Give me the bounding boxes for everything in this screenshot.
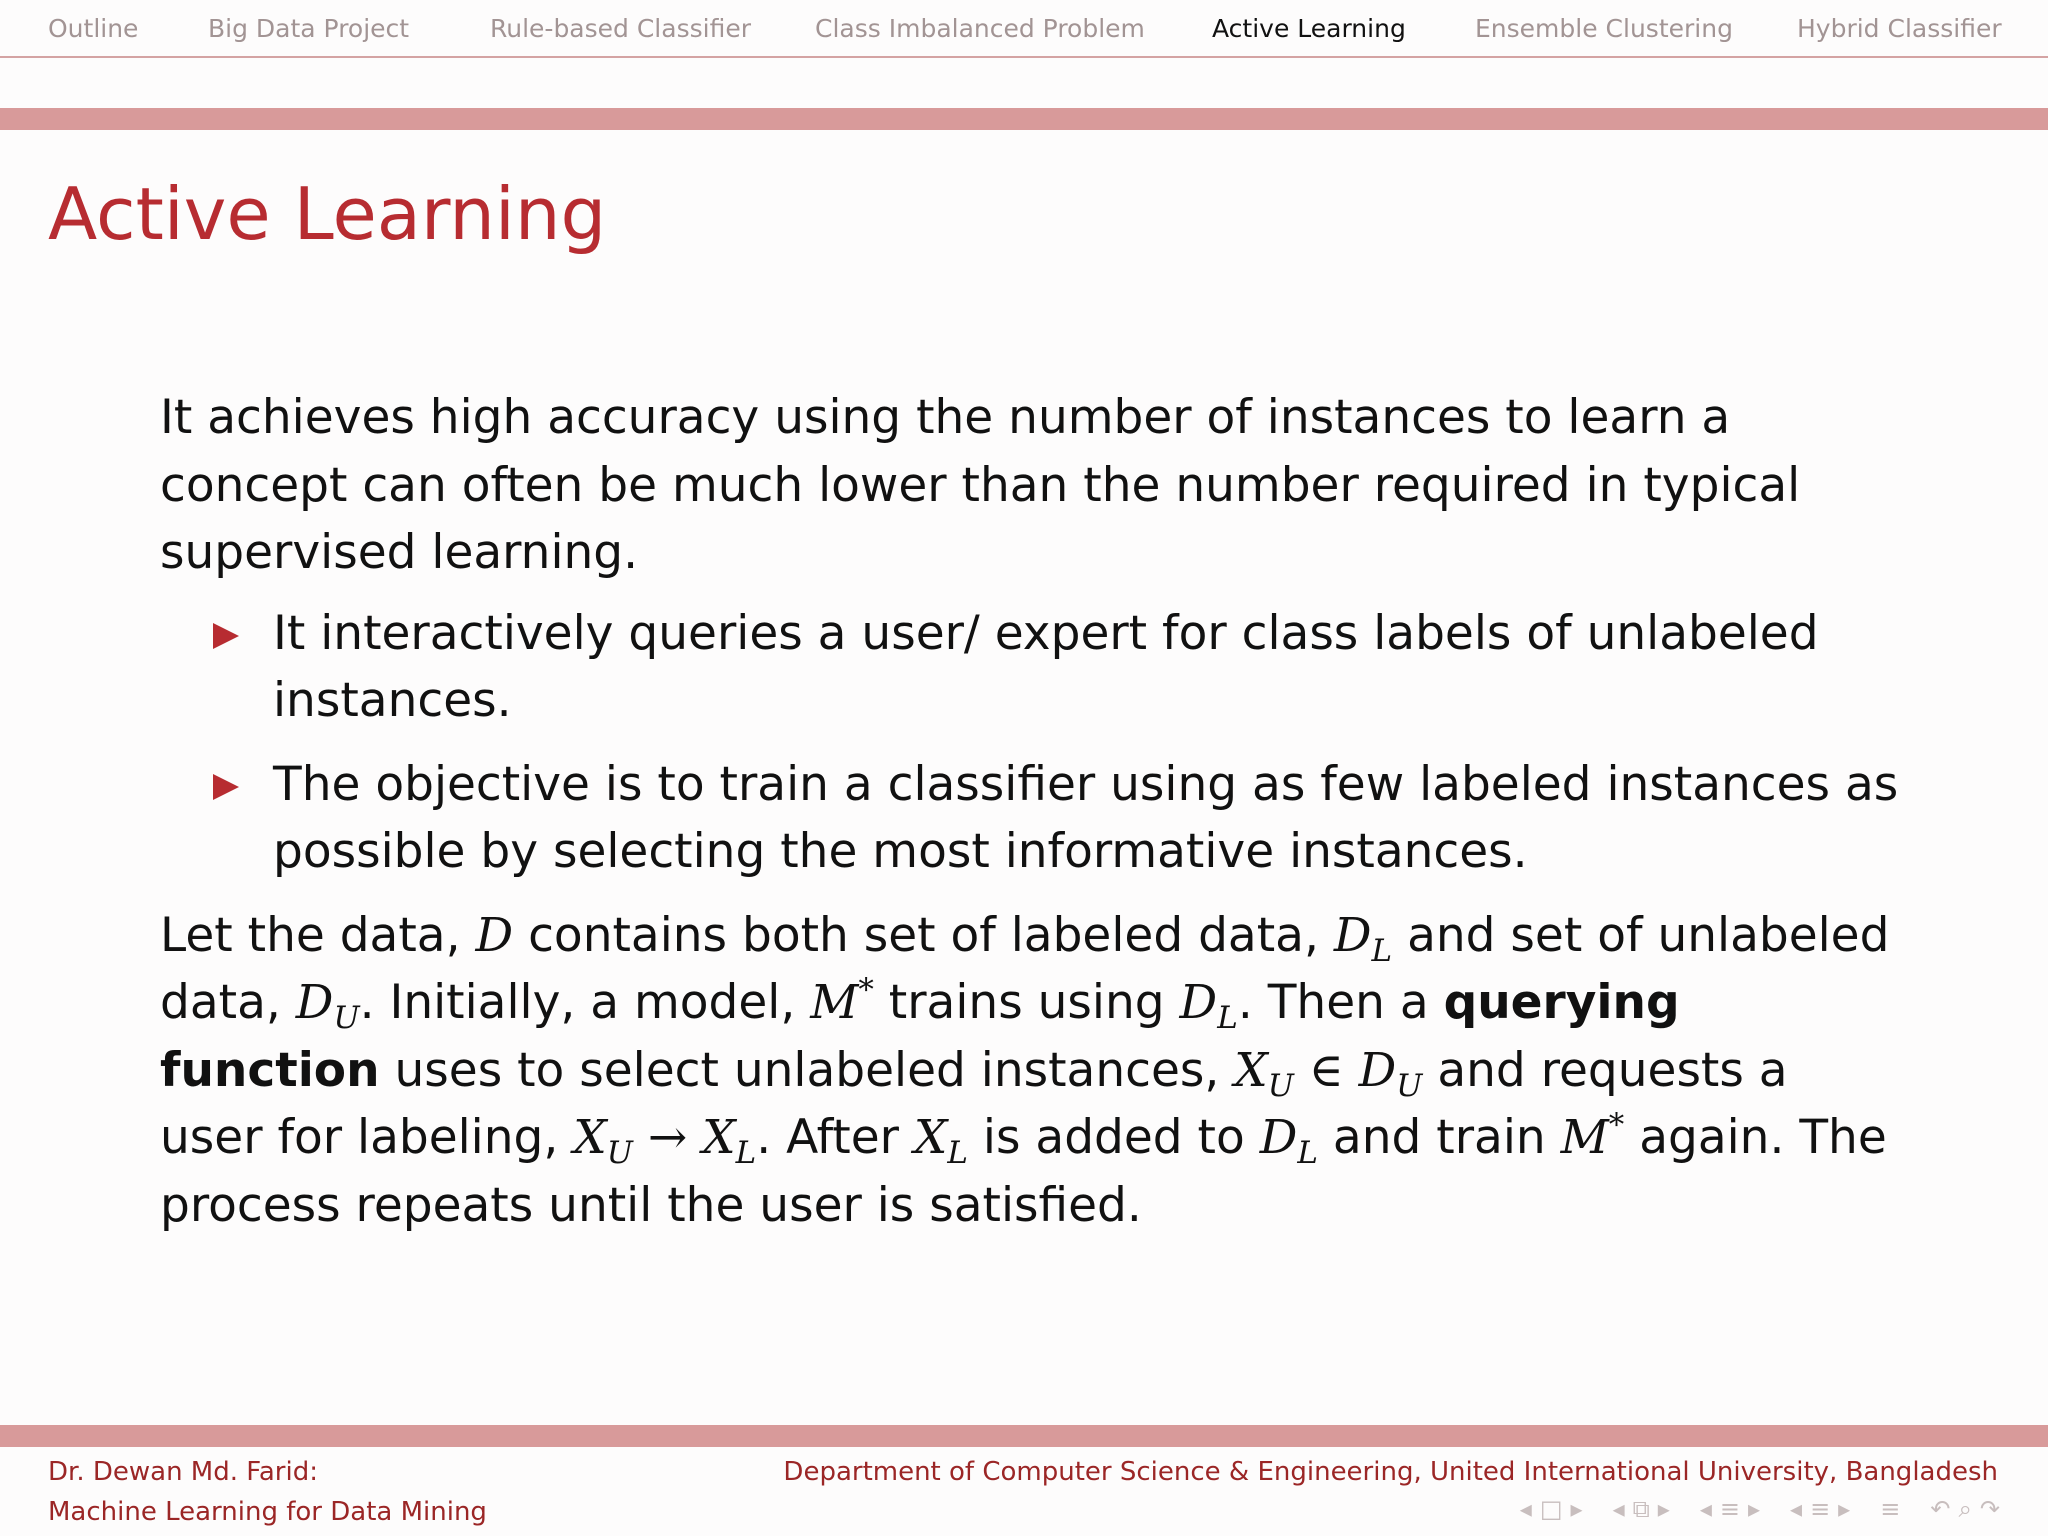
prev-section-icon[interactable]: ◂ xyxy=(1699,1495,1712,1523)
math-X-L: $X_L$ xyxy=(913,1110,968,1171)
frame-icon[interactable]: □ xyxy=(1539,1495,1563,1523)
triangle-bullet-icon xyxy=(213,774,239,800)
math-D-L: $D_L$ xyxy=(1179,975,1238,1036)
body-text: Let the data, xyxy=(160,907,476,963)
nav-item-class-imbalanced-problem[interactable]: Class Imbalanced Problem xyxy=(815,14,1145,43)
prev-document-icon[interactable]: ◂ xyxy=(1790,1495,1803,1523)
slide-title: Active Learning xyxy=(48,172,607,256)
body-text: and set of unlabeled data, xyxy=(160,907,1890,1030)
bullet-list xyxy=(160,600,1900,886)
math-D-L: $D_L$ xyxy=(1259,1110,1318,1171)
nav-item-active-learning[interactable]: Active Learning xyxy=(1212,14,1406,43)
slide-content xyxy=(160,384,1900,1239)
prev-subsection-icon[interactable]: ◂ xyxy=(1612,1495,1625,1523)
section-navigation xyxy=(0,0,2048,58)
subsection-icon[interactable]: ⧉ xyxy=(1632,1495,1650,1523)
bullet-item xyxy=(160,751,1900,886)
section-icon[interactable]: ≡ xyxy=(1719,1495,1740,1523)
body-text: . Then a xyxy=(1237,975,1444,1030)
nav-item-rule-based-classifier[interactable]: Rule-based Classifier xyxy=(490,14,751,43)
math-X-U-to-X-L: $X_U \to X_L$ xyxy=(573,1110,757,1171)
footer-author: Dr. Dewan Md. Farid: xyxy=(48,1457,318,1487)
body-text: again. The process repeats until the user is satisfied. xyxy=(160,1110,1887,1233)
next-section-icon[interactable]: ▸ xyxy=(1747,1495,1761,1523)
nav-item-hybrid-classifier[interactable]: Hybrid Classifier xyxy=(1797,14,2002,43)
body-text: and requests a user for labeling, xyxy=(160,1042,1788,1165)
nav-item-outline[interactable]: Outline xyxy=(48,14,139,43)
body-text: and train xyxy=(1317,1110,1561,1165)
body-paragraph xyxy=(160,902,1900,1240)
math-M-star: M* xyxy=(810,972,874,1030)
prev-frame-icon[interactable]: ◂ xyxy=(1519,1495,1532,1523)
bullet-item xyxy=(160,600,1900,735)
triangle-bullet-icon xyxy=(213,623,239,649)
math-D: D xyxy=(475,907,514,963)
math-X-U-in-D-U: $X_U$ ∈ $D_U$ xyxy=(1234,1042,1423,1104)
math-D-L: $D_L$ xyxy=(1333,907,1393,969)
bullet-text: It interactively queries a user/ expert for class labels of unlabeled instances. xyxy=(273,605,1819,728)
nav-item-ensemble-clustering[interactable]: Ensemble Clustering xyxy=(1475,14,1733,43)
nav-item-big-data-project[interactable]: Big Data Project xyxy=(208,14,410,43)
body-text: . After xyxy=(756,1110,914,1165)
intro-paragraph: It achieves high accuracy using the number of instances to learn a concept can often be much lower than the number required in typical supervised learning. xyxy=(160,390,1801,580)
body-text: . Initially, a model, xyxy=(359,975,811,1030)
footer-band xyxy=(0,1425,2048,1447)
back-icon[interactable]: ↶ xyxy=(1930,1495,1951,1523)
next-subsection-icon[interactable]: ▸ xyxy=(1657,1495,1670,1523)
math-D-U: $D_U$ xyxy=(295,975,360,1036)
header-band xyxy=(0,108,2048,130)
footer-course: Machine Learning for Data Mining xyxy=(48,1497,487,1527)
beamer-navigation xyxy=(1520,1494,2000,1524)
body-text: uses to select unlabeled instances, xyxy=(379,1042,1235,1098)
next-frame-icon[interactable]: ▸ xyxy=(1570,1495,1583,1523)
body-text: trains using xyxy=(873,975,1180,1030)
footer-department: Department of Computer Science & Engineering, United International University, Bangladesh xyxy=(783,1457,1998,1487)
math-M-star: M* xyxy=(1560,1107,1625,1165)
document-icon[interactable]: ≡ xyxy=(1810,1495,1831,1523)
next-document-icon[interactable]: ▸ xyxy=(1838,1495,1851,1523)
body-text: is added to xyxy=(967,1110,1260,1165)
querying-function-term: querying function xyxy=(160,975,1680,1098)
forward-icon[interactable]: ↷ xyxy=(1979,1495,2000,1523)
bullet-text: The objective is to train a classifier using as few labeled instances as possible by selecting the most informative instances. xyxy=(273,756,1899,879)
body-text: contains both set of labeled data, xyxy=(513,907,1334,963)
toc-icon[interactable]: ≡ xyxy=(1880,1495,1901,1523)
search-icon[interactable]: ⌕ xyxy=(1958,1495,1972,1523)
